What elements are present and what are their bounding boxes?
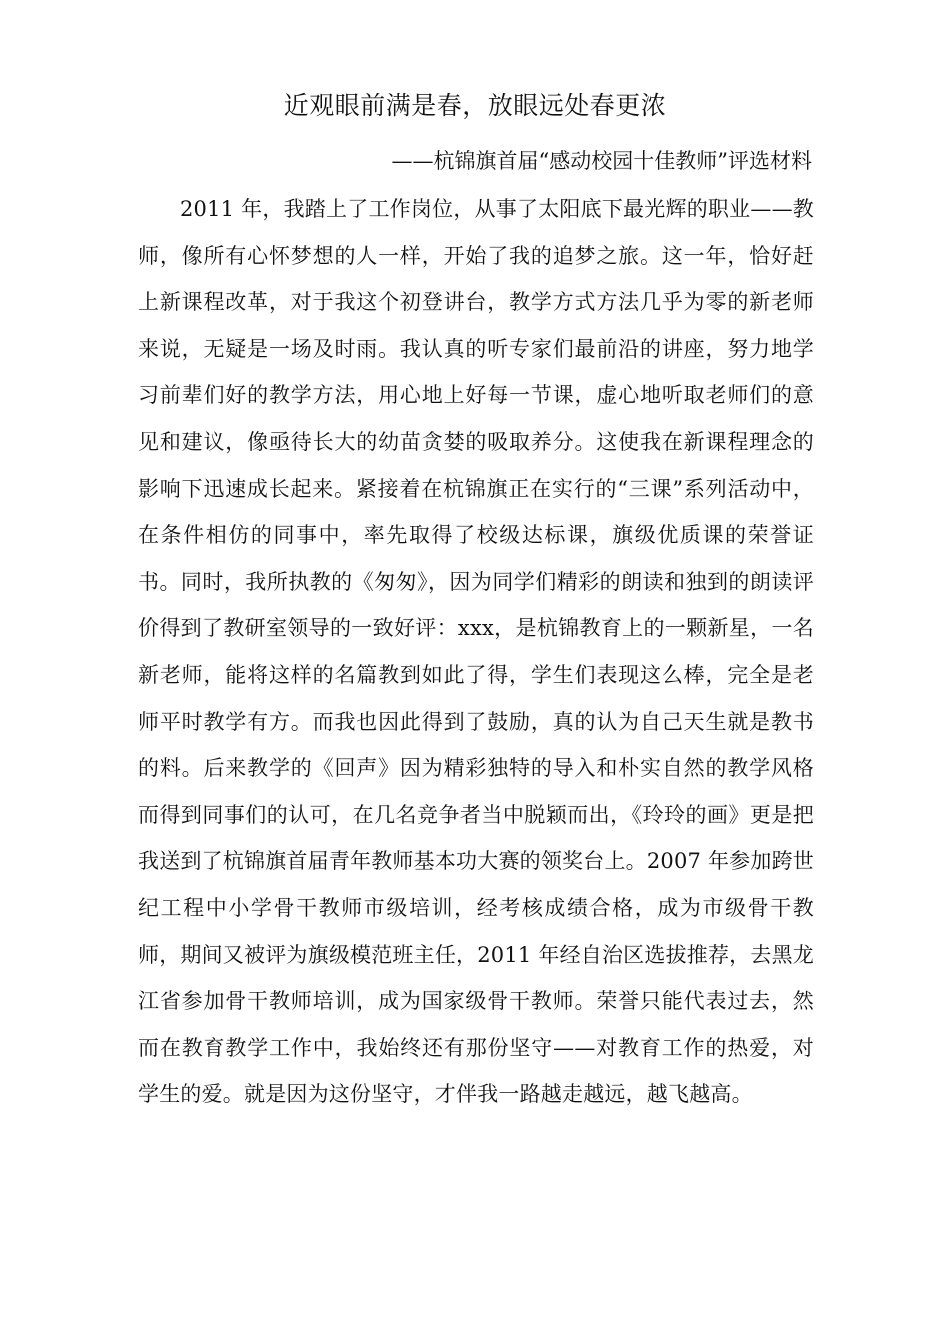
document-subtitle: ——杭锦旗首届“感动校园十佳教师”评选材料: [391, 149, 812, 173]
body-paragraph: 2011 年，我踏上了工作岗位，从事了太阳底下最光辉的职业——教师，像所有心怀梦想的人一样，开始了我的追梦之旅。这一年，恰好赶上新课程改革，对于我这个初登讲台，教学方式方法几乎为零的新老师来说，无疑是一场及时雨。我认真的听专家们最前沿的讲座，努力地学习前辈们好的教学方法，用心地上好每一节课，虚心地听取老师们的意见和建议，像亟待长大的幼苗贪婪的吸取养分。这使我在新课程理念的影响下迅速成长起来。紧接着在杭锦旗正在实行的“三课”系列活动中，在条件相仿的同事中，率先取得了校级达标课，旗级优质课的荣誉证书。同时，我所执教的《匆匆》，因为同学们精彩的朗读和独到的朗读评价得到了教研室领导的一致好评：xxx，是杭锦教育上的一颗新星，一名新老师，能将这样的名篇教到如此了得，学生们表现这么棒，完全是老师平时教学有方。而我也因此得到了鼓励，真的认为自己天生就是教书的料。后来教学的《回声》因为精彩独特的导入和朴实自然的教学风格而得到同事们的认可，在几名竞争者当中脱颖而出，《玲玲的画》更是把我送到了杭锦旗首届青年教师基本功大赛的领奖台上。2007 年参加跨世纪工程中小学骨干教师市级培训，经考核成绩合格，成为市级骨干教师，期间又被评为旗级模范班主任，2011 年经自治区选拔推荐，去黑龙江省参加骨干教师培训，成为国家级骨干教师。荣誉只能代表过去，然而在教育教学工作中，我始终还有那份坚守——对教育工作的热爱，对学生的爱。就是因为这份坚守，才伴我一路越走越远，越飞越高。: [138, 197, 814, 1107]
document-title: 近观眼前满是春，放眼远处春更浓: [283, 91, 667, 120]
